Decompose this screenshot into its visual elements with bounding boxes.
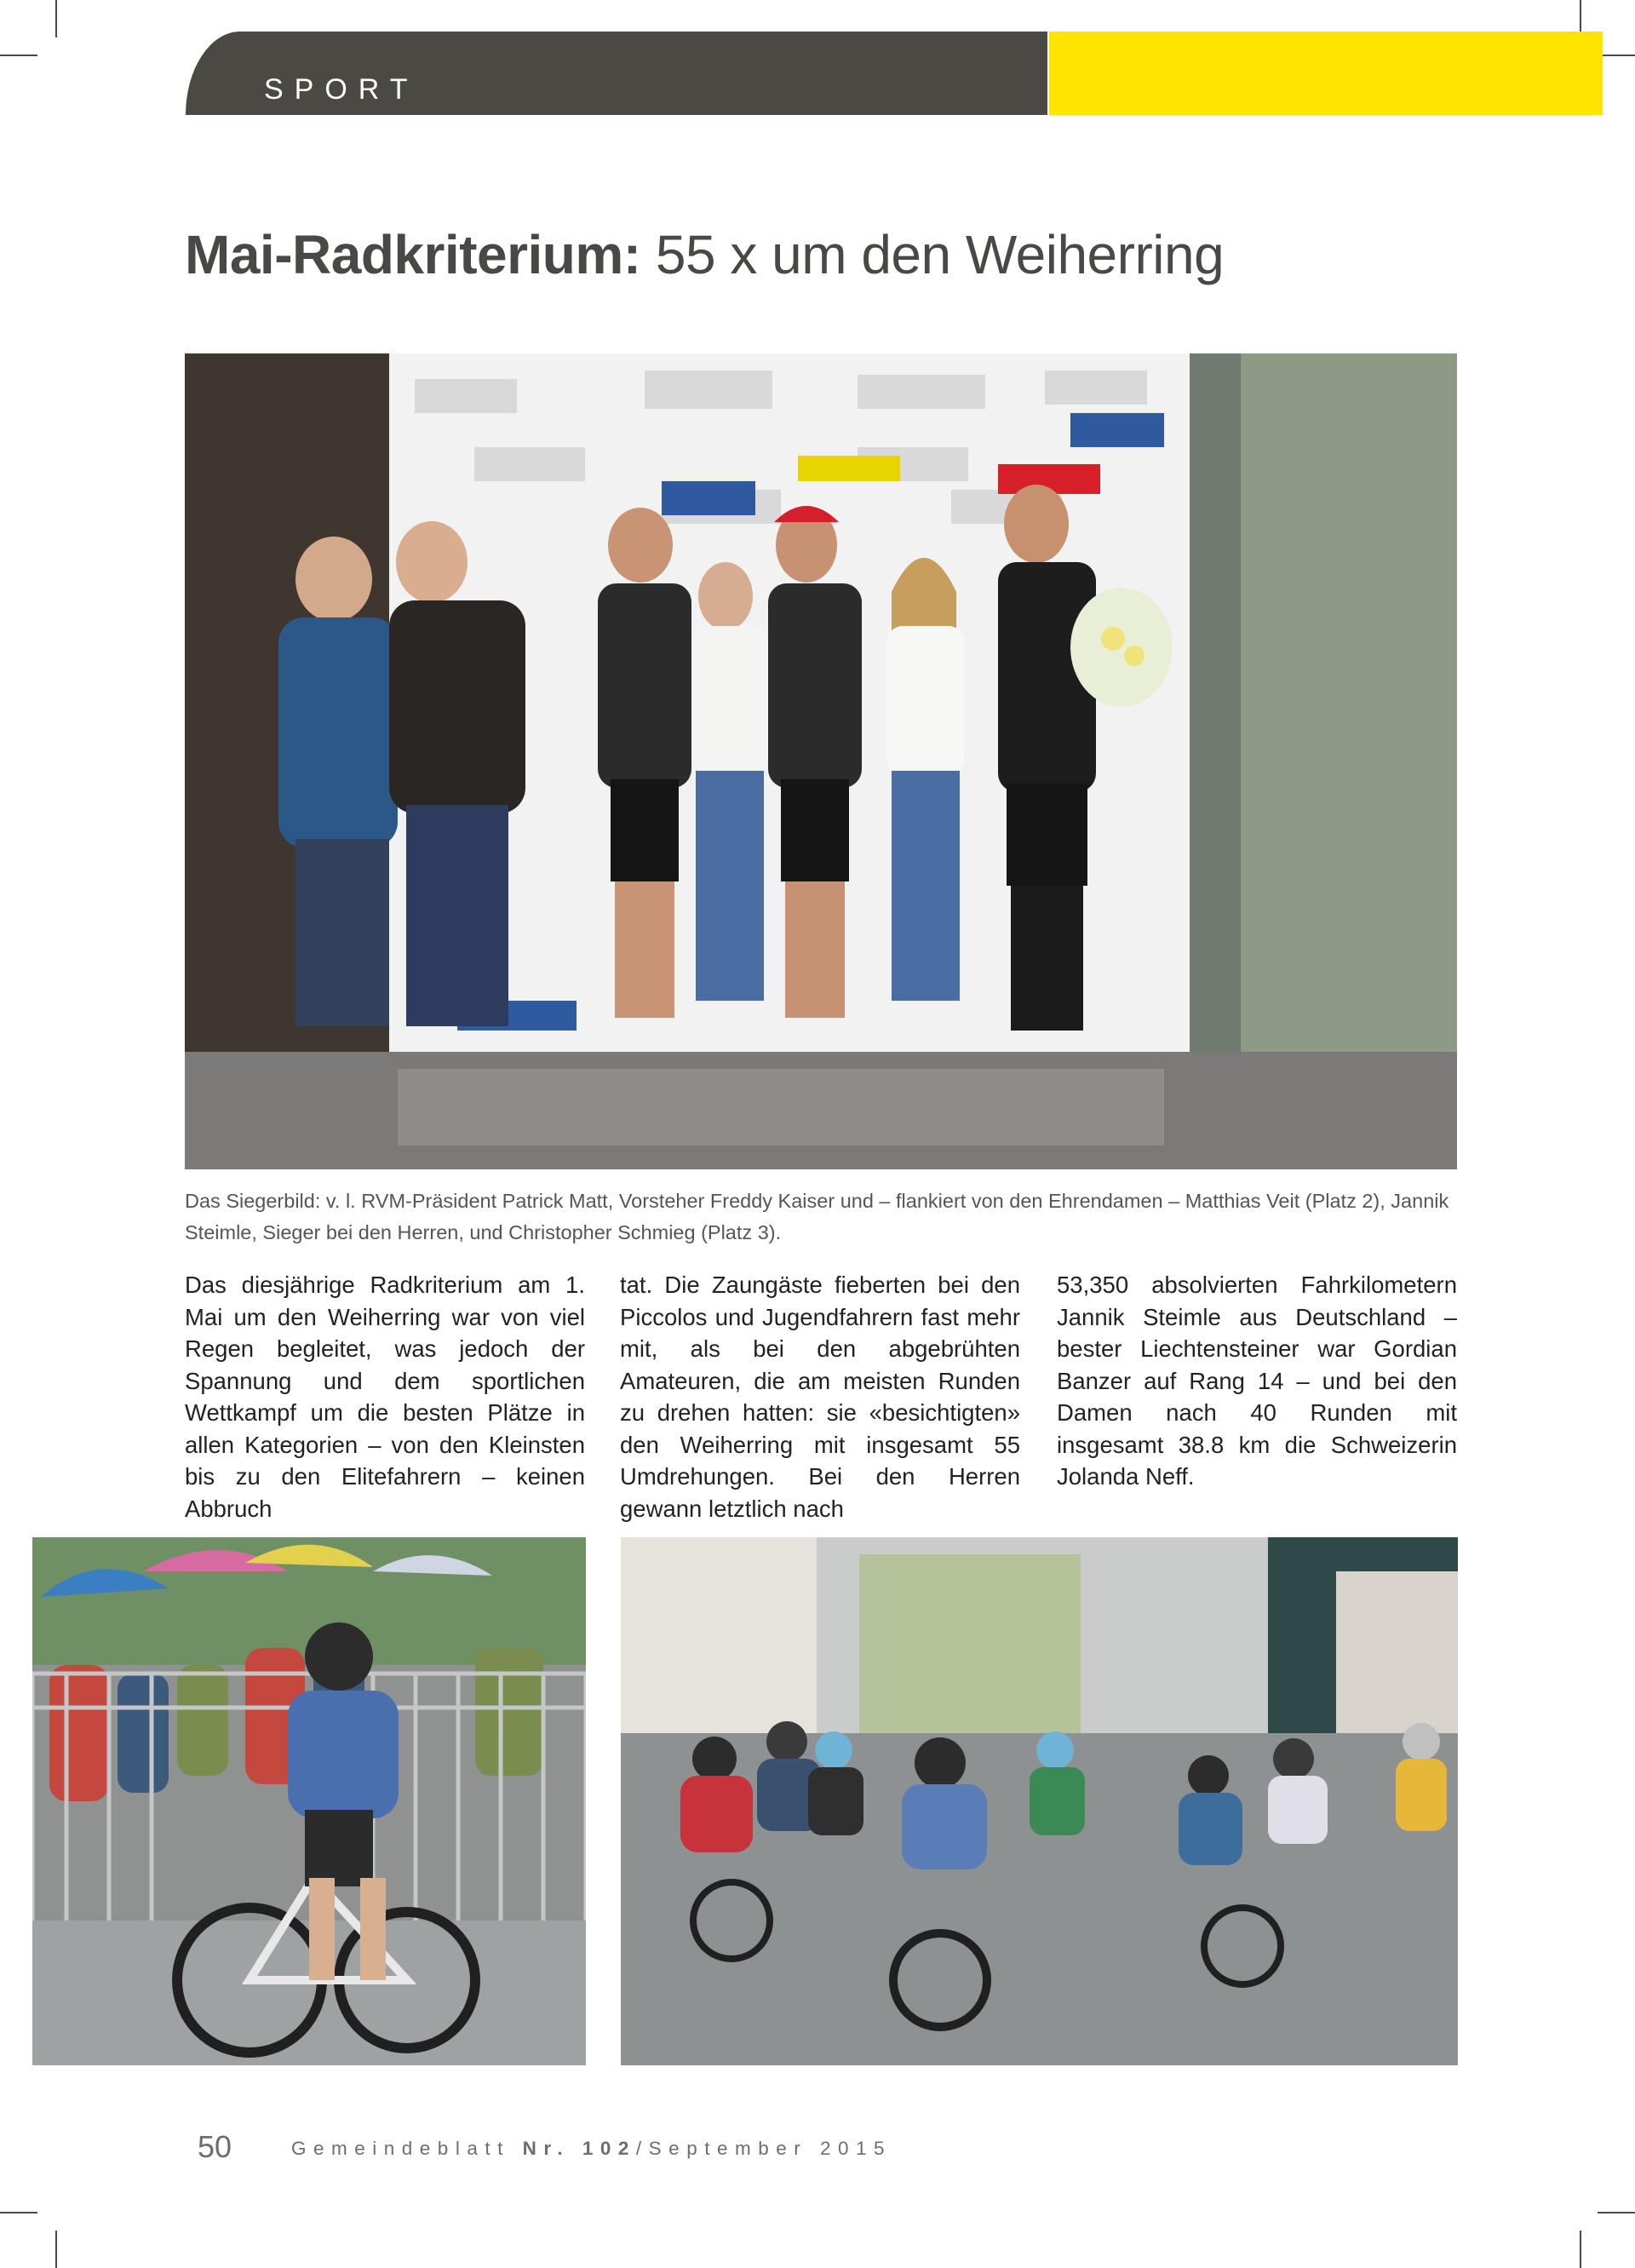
kid-cyclist-photo (32, 1537, 586, 2065)
page-number: 50 (198, 2129, 232, 2164)
crop-mark (1598, 2212, 1635, 2213)
winners-photo-image (185, 353, 1457, 1169)
crop-mark (55, 0, 57, 37)
photo-caption: Das Siegerbild: v. l. RVM-Präsident Patrick Matt, Vorsteher Freddy Kaiser und – flankiert von den Ehrendamen – Matthias Veit (Platz 2), Jannik Steimle, Sieger bei den Herren, und Christopher Schmieg (Platz 3). (185, 1190, 1449, 1243)
issue-date: /September 2015 (635, 2138, 892, 2159)
section-header-accent (1049, 32, 1603, 115)
article-column-1: Das diesjährige Radkriterium am 1. Mai um den Weiherring war von viel Regen begleitet, was jedoch der Spannung und dem sportlichen Wettkampf um die besten Plätze in allen Kategorien – von den Kleinsten bis zu den Elitefahrern – keinen Abbruch (185, 1272, 585, 1522)
article-column-2: tat. Die Zaungäste fieberten bei den Piccolos und Jugendfahrern fast mehr mit, als bei den abgebrühten Amateuren, die am meisten Runden zu drehen hatten: sie «besichtigten» den Weiherring mit insgesamt 55 Umdrehungen. Bei den Herren gewann letztlich nach (620, 1272, 1020, 1522)
issue-label: Nr. 102 (522, 2138, 636, 2159)
crop-mark (55, 2231, 57, 2268)
kids-race-image (621, 1537, 1458, 2065)
article-column-3: 53,350 absolvierten Fahrkilometern Jannik Steimle aus Deutschland – bester Liechtensteiner war Gordian Banzer auf Rang 14 – und bei den Damen nach 40 Runden mit insgesamt 38.8 km die Schweizerin Jolanda Neff. (1057, 1272, 1457, 1490)
title-rest: 55 x um den Weiherring (640, 224, 1225, 285)
article-title (185, 223, 1224, 286)
publication-name: Gemeindeblatt (291, 2138, 510, 2159)
crop-mark (0, 2212, 37, 2213)
kid-cyclist-image (32, 1537, 586, 2065)
title-bold: Mai-Radkriterium: (185, 224, 641, 285)
section-label: SPORT (264, 73, 419, 106)
winners-photo (185, 353, 1457, 1169)
crop-mark (1598, 55, 1635, 56)
crop-mark (1580, 2231, 1581, 2268)
publication-line (291, 2138, 892, 2160)
kids-race-photo (621, 1537, 1458, 2065)
crop-mark (0, 55, 37, 56)
